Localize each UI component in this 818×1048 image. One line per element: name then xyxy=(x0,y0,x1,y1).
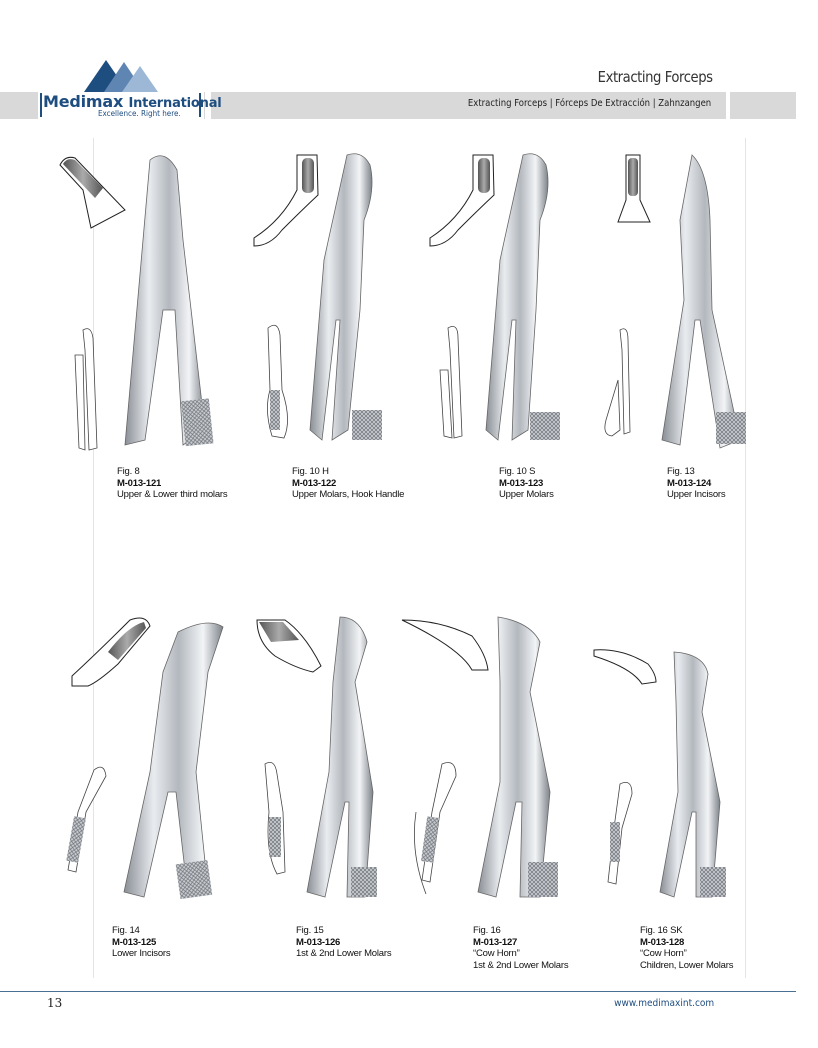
product-fig-14 xyxy=(58,612,243,902)
product-fig-13 xyxy=(600,150,750,455)
brand-name: Medimax International xyxy=(43,92,222,111)
product-caption: Fig. 16 SK M-013-128 “Cow Horn” Children, Lower Molars xyxy=(640,925,734,971)
product-fig-10s xyxy=(428,150,578,455)
product-fig-16 xyxy=(400,612,580,902)
product-caption: Fig. 16 M-013-127 “Cow Horn” 1st & 2nd Lower Molars xyxy=(473,925,569,971)
forceps-mini-icon xyxy=(75,329,97,450)
forceps-icon xyxy=(486,154,548,440)
medimax-logo-icon xyxy=(84,52,164,92)
product-fig-15 xyxy=(255,612,405,902)
forceps-icon xyxy=(478,617,550,897)
tip-profile-icon xyxy=(402,620,488,670)
brand-divider-left xyxy=(40,93,42,117)
page-subtitle: Extracting Forceps | Fórceps De Extracción | Zahnzangen xyxy=(467,98,711,109)
product-caption: Fig. 10 S M-013-123 Upper Molars xyxy=(499,466,554,500)
forceps-mini-icon xyxy=(440,326,462,438)
website-link[interactable]: www.medimaxint.com xyxy=(613,998,714,1009)
product-fig-10h xyxy=(252,150,402,455)
product-caption: Fig. 15 M-013-126 1st & 2nd Lower Molars xyxy=(296,925,392,959)
page-number: 13 xyxy=(47,996,63,1010)
tip-profile-icon xyxy=(594,650,656,684)
forceps-icon xyxy=(660,652,720,897)
product-caption: Fig. 10 H M-013-122 Upper Molars, Hook Handle xyxy=(292,466,405,500)
forceps-mini-icon xyxy=(605,329,630,436)
forceps-icon xyxy=(662,155,740,448)
product-caption: Fig. 8 M-013-121 Upper & Lower third molars xyxy=(117,466,228,500)
product-caption: Fig. 13 M-013-124 Upper Incisors xyxy=(667,466,726,500)
forceps-icon xyxy=(124,623,223,897)
forceps-icon xyxy=(310,154,372,440)
product-fig-8 xyxy=(55,150,245,455)
brand-tagline: Excellence. Right here. xyxy=(98,109,181,118)
footer-divider xyxy=(0,991,796,992)
product-caption: Fig. 14 M-013-125 Lower Incisors xyxy=(112,925,171,959)
page-title: Extracting Forceps xyxy=(598,68,713,86)
product-fig-16sk xyxy=(592,612,752,902)
